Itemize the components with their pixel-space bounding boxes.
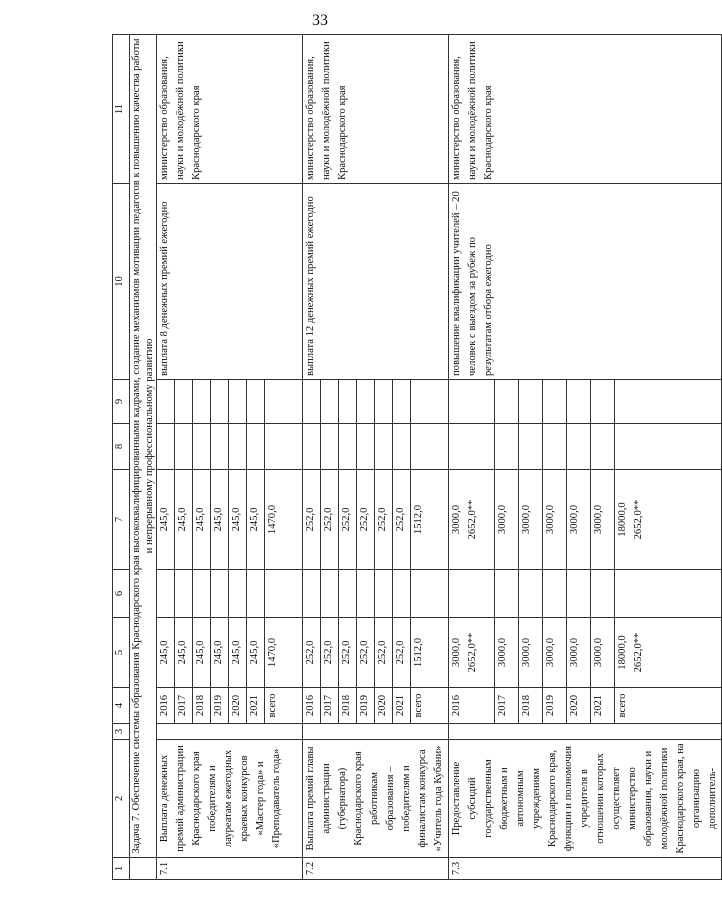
amount-federal bbox=[566, 570, 590, 618]
amount-local bbox=[265, 424, 303, 470]
amount-regional: 245,0 bbox=[229, 470, 247, 570]
amount-regional: 245,0 bbox=[193, 470, 211, 570]
task-row bbox=[130, 35, 157, 880]
amount-total: 252,0 bbox=[339, 618, 357, 688]
amount-total: 252,0 bbox=[303, 618, 321, 688]
amount-local bbox=[375, 424, 393, 470]
amount-regional: 3000,0 bbox=[566, 470, 590, 570]
amount-regional: 3000,0 bbox=[518, 470, 542, 570]
amount-other bbox=[303, 380, 321, 424]
amount-regional: 245,0 bbox=[157, 470, 175, 570]
col-number: 11 bbox=[113, 35, 130, 184]
amount-total: 3000,0 bbox=[542, 618, 566, 688]
year-cell: 2017 bbox=[175, 688, 193, 724]
amount-local bbox=[614, 424, 721, 470]
amount-total: 252,0 bbox=[393, 618, 411, 688]
amount-local bbox=[303, 424, 321, 470]
measure-name: Выплата премий главы администрации (губернатора) Краснодарского края работникам образования – победителям и финалистам конкурса «Учитель года Кубани» bbox=[303, 740, 449, 858]
amount-federal bbox=[518, 570, 542, 618]
amount-federal bbox=[375, 570, 393, 618]
col-number: 3 bbox=[113, 724, 130, 740]
amount-total: 3000,0 bbox=[566, 618, 590, 688]
amount-local bbox=[494, 424, 518, 470]
year-cell: 2021 bbox=[590, 688, 614, 724]
amount-federal bbox=[494, 570, 518, 618]
executor: министерство образования, науки и молодёжной политики Краснодарского края bbox=[449, 35, 722, 184]
amount-regional: 3000,0 bbox=[494, 470, 518, 570]
page-number: 33 bbox=[312, 12, 328, 29]
amount-regional: 252,0 bbox=[303, 470, 321, 570]
amount-other bbox=[375, 380, 393, 424]
amount-local bbox=[157, 424, 175, 470]
amount-federal bbox=[411, 570, 449, 618]
amount-other bbox=[229, 380, 247, 424]
amount-total: 245,0 bbox=[175, 618, 193, 688]
amount-local bbox=[339, 424, 357, 470]
amount-federal bbox=[542, 570, 566, 618]
amount-total: 252,0 bbox=[357, 618, 375, 688]
row-number: 7.2 bbox=[303, 858, 449, 880]
amount-total: 3000,0 2652,0** bbox=[449, 618, 495, 688]
table-row bbox=[303, 35, 321, 880]
year-cell: 2019 bbox=[357, 688, 375, 724]
year-cell: 2018 bbox=[339, 688, 357, 724]
amount-other bbox=[590, 380, 614, 424]
amount-federal bbox=[303, 570, 321, 618]
amount-federal bbox=[193, 570, 211, 618]
col-number: 1 bbox=[113, 858, 130, 880]
measure-name: Предоставление субсидий государственным бюджетным и автономным учреждениям Краснодарского края, функции и полномочия учредителя в отношении которых осуществляет министерство образования, науки и молодёжной политики Краснодарского края, на организацию дополнитель- bbox=[449, 740, 722, 858]
amount-other bbox=[339, 380, 357, 424]
amount-local bbox=[518, 424, 542, 470]
amount-total: 1470,0 bbox=[265, 618, 303, 688]
rotated-table-page bbox=[112, 35, 718, 880]
amount-other bbox=[494, 380, 518, 424]
col-number: 8 bbox=[113, 424, 130, 470]
amount-federal bbox=[321, 570, 339, 618]
year-cell: 2021 bbox=[247, 688, 265, 724]
amount-total: 18000,0 2652,0** bbox=[614, 618, 721, 688]
amount-regional: 3000,0 2652,0** bbox=[449, 470, 495, 570]
program-table bbox=[112, 34, 722, 880]
year-cell: 2018 bbox=[193, 688, 211, 724]
amount-federal bbox=[247, 570, 265, 618]
amount-regional: 245,0 bbox=[247, 470, 265, 570]
amount-total: 3000,0 bbox=[518, 618, 542, 688]
empty-cell bbox=[303, 724, 449, 740]
amount-federal bbox=[357, 570, 375, 618]
amount-regional: 245,0 bbox=[175, 470, 193, 570]
amount-federal bbox=[393, 570, 411, 618]
year-cell: 2016 bbox=[449, 688, 495, 724]
expected-result: повышение квалификации учителей – 20 человек с выездом за рубеж по результатам отбора ежегодно bbox=[449, 184, 722, 380]
amount-other bbox=[518, 380, 542, 424]
year-cell: 2019 bbox=[211, 688, 229, 724]
col-number: 6 bbox=[113, 570, 130, 618]
amount-local bbox=[449, 424, 495, 470]
amount-other bbox=[614, 380, 721, 424]
year-cell: 2020 bbox=[229, 688, 247, 724]
amount-local bbox=[357, 424, 375, 470]
year-cell: 2016 bbox=[157, 688, 175, 724]
amount-total: 245,0 bbox=[229, 618, 247, 688]
amount-federal bbox=[229, 570, 247, 618]
year-cell: 2020 bbox=[566, 688, 590, 724]
amount-other bbox=[247, 380, 265, 424]
amount-total: 3000,0 bbox=[590, 618, 614, 688]
amount-total: 1512,0 bbox=[411, 618, 449, 688]
amount-total: 3000,0 bbox=[494, 618, 518, 688]
amount-local bbox=[321, 424, 339, 470]
amount-federal bbox=[265, 570, 303, 618]
amount-local bbox=[229, 424, 247, 470]
amount-regional: 18000,0 2652,0** bbox=[614, 470, 721, 570]
amount-other bbox=[321, 380, 339, 424]
year-cell: 2020 bbox=[375, 688, 393, 724]
amount-other bbox=[566, 380, 590, 424]
amount-other bbox=[449, 380, 495, 424]
amount-federal bbox=[339, 570, 357, 618]
year-cell: 2017 bbox=[494, 688, 518, 724]
executor: министерство образования, науки и молодёжной политики Краснодарского края bbox=[303, 35, 449, 184]
year-cell: 2016 bbox=[303, 688, 321, 724]
col-number: 5 bbox=[113, 618, 130, 688]
year-cell: всего bbox=[411, 688, 449, 724]
col-number: 4 bbox=[113, 688, 130, 724]
amount-other bbox=[357, 380, 375, 424]
year-cell: всего bbox=[614, 688, 721, 724]
amount-local bbox=[247, 424, 265, 470]
amount-regional: 3000,0 bbox=[590, 470, 614, 570]
amount-total: 252,0 bbox=[375, 618, 393, 688]
amount-local bbox=[393, 424, 411, 470]
amount-total: 245,0 bbox=[247, 618, 265, 688]
amount-other bbox=[542, 380, 566, 424]
amount-total: 245,0 bbox=[211, 618, 229, 688]
amount-regional: 252,0 bbox=[339, 470, 357, 570]
table-row bbox=[157, 35, 175, 880]
col-number: 7 bbox=[113, 470, 130, 570]
amount-federal bbox=[590, 570, 614, 618]
executor: министерство образования, науки и молодёжной политики Краснодарского края bbox=[157, 35, 303, 184]
amount-other bbox=[193, 380, 211, 424]
year-cell: 2017 bbox=[321, 688, 339, 724]
amount-total: 245,0 bbox=[157, 618, 175, 688]
amount-federal bbox=[211, 570, 229, 618]
amount-regional: 252,0 bbox=[375, 470, 393, 570]
task-cell-empty bbox=[130, 858, 157, 880]
column-number-row bbox=[113, 35, 130, 880]
row-number: 7.1 bbox=[157, 858, 303, 880]
year-cell: 2019 bbox=[542, 688, 566, 724]
amount-local bbox=[566, 424, 590, 470]
amount-regional: 1470,0 bbox=[265, 470, 303, 570]
amount-regional: 252,0 bbox=[321, 470, 339, 570]
amount-local bbox=[411, 424, 449, 470]
amount-other bbox=[393, 380, 411, 424]
amount-local bbox=[211, 424, 229, 470]
amount-federal bbox=[449, 570, 495, 618]
amount-regional: 252,0 bbox=[357, 470, 375, 570]
amount-other bbox=[411, 380, 449, 424]
amount-regional: 245,0 bbox=[211, 470, 229, 570]
expected-result: выплата 8 денежных премий ежегодно bbox=[157, 184, 303, 380]
year-cell: 2021 bbox=[393, 688, 411, 724]
amount-total: 252,0 bbox=[321, 618, 339, 688]
amount-federal bbox=[157, 570, 175, 618]
year-cell: всего bbox=[265, 688, 303, 724]
col-number: 10 bbox=[113, 184, 130, 380]
amount-total: 245,0 bbox=[193, 618, 211, 688]
amount-other bbox=[265, 380, 303, 424]
amount-other bbox=[175, 380, 193, 424]
amount-other bbox=[157, 380, 175, 424]
amount-federal bbox=[175, 570, 193, 618]
row-number: 7.3 bbox=[449, 858, 722, 880]
col-number: 2 bbox=[113, 740, 130, 858]
measure-name: Выплата денежных премий администрации Краснодарского края победителям и лауреатам ежегодных краевых конкурсов «Мастер года» и «Преподаватель года» bbox=[157, 740, 303, 858]
table-row bbox=[449, 35, 495, 880]
amount-local bbox=[542, 424, 566, 470]
expected-result: выплата 12 денежных премий ежегодно bbox=[303, 184, 449, 380]
col-number: 9 bbox=[113, 380, 130, 424]
amount-regional: 252,0 bbox=[393, 470, 411, 570]
amount-regional: 3000,0 bbox=[542, 470, 566, 570]
amount-regional: 1512,0 bbox=[411, 470, 449, 570]
empty-cell bbox=[449, 724, 722, 740]
amount-local bbox=[175, 424, 193, 470]
task-title: Задача 7. Обеспечение системы образования Краснодарского края высококвалифицированными кадрами, создание механизмов мотивации педагогов к повышению качества работы и непрерывному профессиональному развитию bbox=[130, 35, 157, 858]
amount-other bbox=[211, 380, 229, 424]
amount-local bbox=[590, 424, 614, 470]
amount-federal bbox=[614, 570, 721, 618]
empty-cell bbox=[157, 724, 303, 740]
year-cell: 2018 bbox=[518, 688, 542, 724]
amount-local bbox=[193, 424, 211, 470]
